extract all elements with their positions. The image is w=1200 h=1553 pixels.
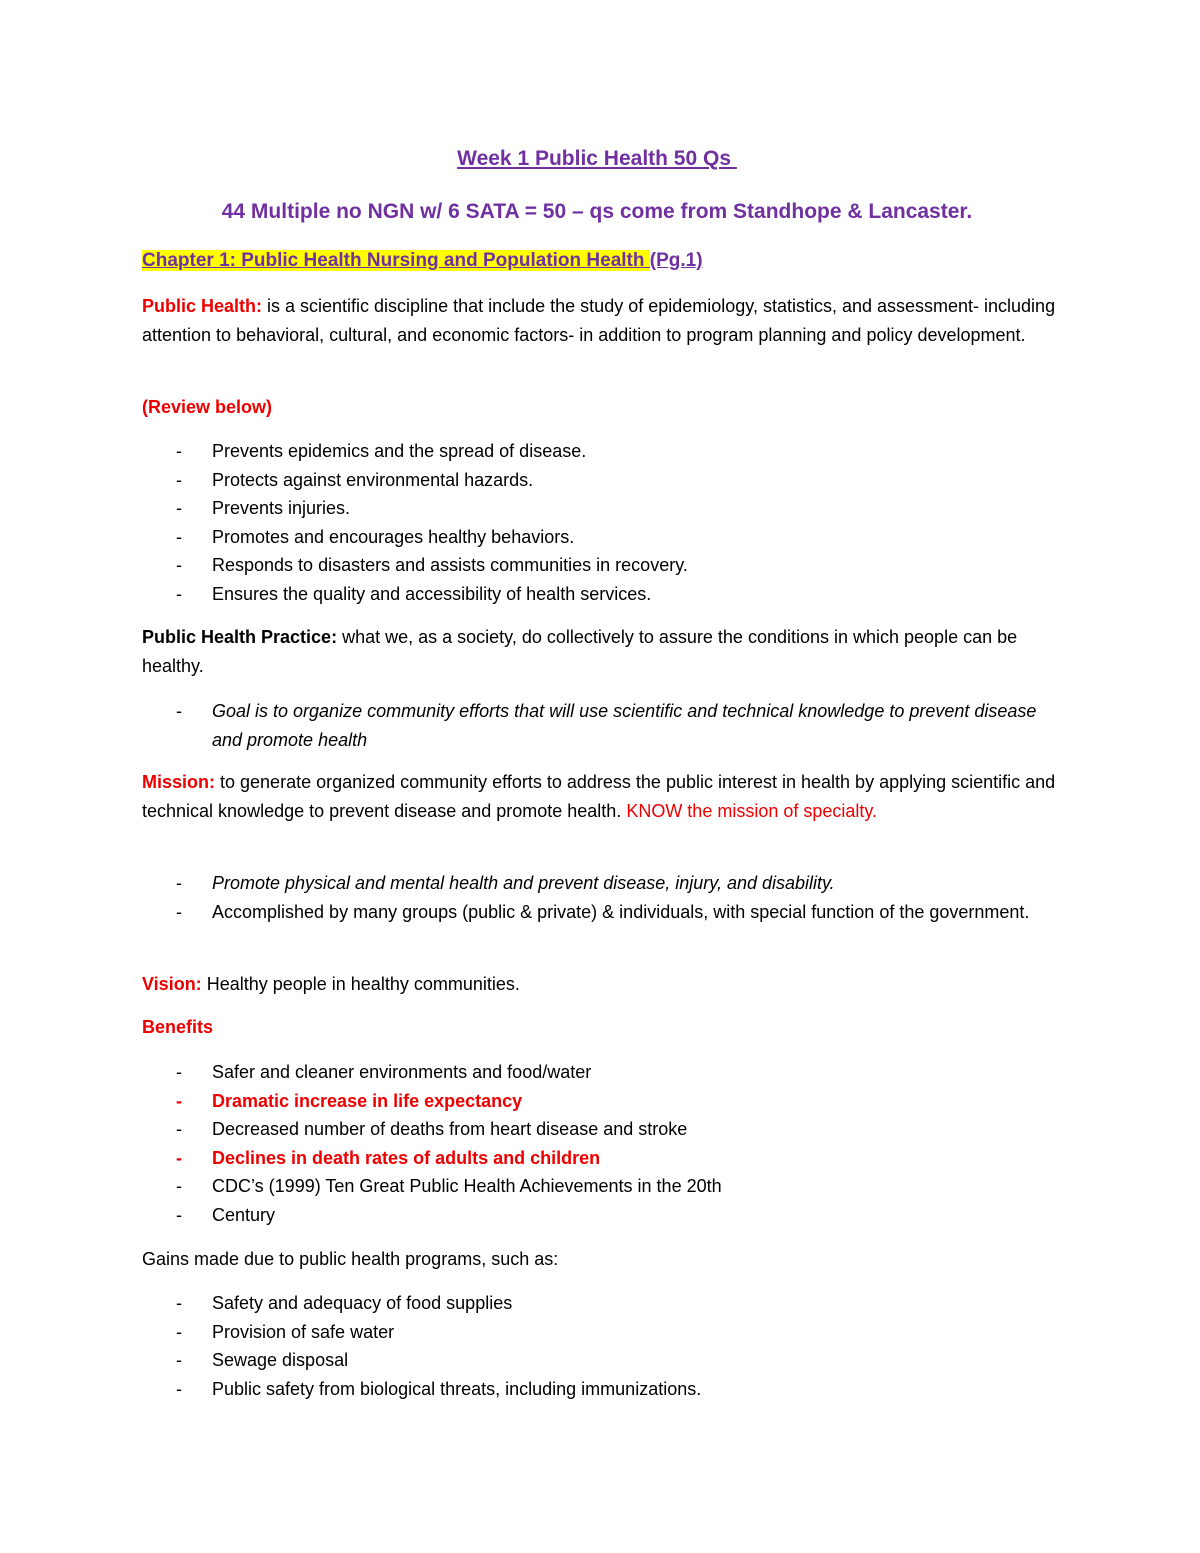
- dash-marker: -: [176, 1090, 182, 1111]
- dash-marker: -: [176, 1293, 182, 1313]
- document-page: [142, 0, 1062, 1553]
- dash-marker: -: [176, 1147, 182, 1168]
- list-item: - Goal is to organize community efforts that will use scientific and technical knowledge to prevent disease and promote health: [142, 697, 1052, 754]
- document-title: Week 1 Public Health 50 Qs: [457, 147, 737, 170]
- review-list: [142, 437, 1052, 608]
- vision-definition: [142, 970, 1057, 999]
- benefits-heading: Benefits: [142, 1017, 214, 1037]
- mission-definition: [142, 768, 1057, 825]
- dash-marker: -: [176, 441, 182, 461]
- practice-definition: [142, 623, 1057, 680]
- list-item: - Responds to disasters and assists communities in recovery.: [142, 551, 1052, 580]
- list-item: - Ensures the quality and accessibility of health services.: [142, 580, 1052, 609]
- list-item: - Decreased number of deaths from heart disease and stroke: [142, 1115, 1052, 1144]
- gains-intro: Gains made due to public health programs, such as:: [142, 1249, 559, 1269]
- list-item: - Prevents injuries.: [142, 494, 1052, 523]
- dash-marker: -: [176, 901, 182, 922]
- list-item: - Prevents epidemics and the spread of disease.: [142, 437, 1052, 466]
- dash-marker: -: [176, 1204, 182, 1225]
- mission-text: to generate organized community efforts to address the public interest in health by applying scientific and technical knowledge to prevent disease and promote health.: [142, 772, 1056, 821]
- list-item: - Safer and cleaner environments and food/water: [142, 1058, 1052, 1087]
- chapter-heading: [142, 247, 703, 276]
- benefits-list: [142, 1058, 1052, 1229]
- list-item: - Dramatic increase in life expectancy: [142, 1087, 1052, 1116]
- vision-term: Vision:: [142, 974, 202, 994]
- list-item: - CDC’s (1999) Ten Great Public Health Achievements in the 20th: [142, 1172, 1052, 1201]
- dash-marker: -: [176, 1378, 182, 1399]
- vision-text: Healthy people in healthy communities.: [201, 974, 520, 994]
- public-health-term: Public Health:: [142, 296, 263, 316]
- dash-marker: -: [176, 583, 182, 604]
- list-item: - Sewage disposal: [142, 1346, 1052, 1375]
- dash-marker: -: [176, 1176, 182, 1196]
- dash-marker: -: [176, 469, 182, 490]
- practice-text: what we, as a society, do collectively to assure the conditions in which people can be healthy.: [142, 627, 1018, 676]
- dash-marker: -: [176, 526, 182, 547]
- dash-marker: -: [176, 873, 182, 893]
- list-item: - Century: [142, 1201, 1052, 1230]
- public-health-text: is a scientific discipline that include the study of epidemiology, statistics, and assessment- including attention to behavioral, cultural, and economic factors- in addition to program planning and policy development.: [142, 296, 1056, 345]
- dash-marker: -: [176, 1321, 182, 1342]
- mission-note: KNOW the mission of specialty.: [626, 800, 878, 821]
- chapter-page-ref: (Pg.1): [649, 250, 703, 271]
- list-item: - Safety and adequacy of food supplies: [142, 1289, 1052, 1318]
- dash-marker: -: [176, 1350, 182, 1370]
- gains-list: [142, 1289, 1052, 1403]
- list-item: - Provision of safe water: [142, 1318, 1052, 1347]
- public-health-definition: [142, 292, 1057, 349]
- list-item: - Protects against environmental hazards.: [142, 466, 1052, 495]
- practice-list: [142, 697, 1052, 754]
- mission-term: Mission:: [142, 772, 216, 792]
- list-item: - Public safety from biological threats, including immunizations.: [142, 1375, 1052, 1404]
- list-item: - Promote physical and mental health and prevent disease, injury, and disability.: [142, 869, 1052, 898]
- dash-marker: -: [176, 1119, 182, 1139]
- list-item: - Accomplished by many groups (public & private) & individuals, with special function of the government.: [142, 898, 1052, 927]
- chapter-title-highlighted: Chapter 1: Public Health Nursing and Population Health: [142, 250, 650, 271]
- dash-marker: -: [176, 1062, 182, 1082]
- review-heading: (Review below): [142, 397, 273, 417]
- document-subtitle: 44 Multiple no NGN w/ 6 SATA = 50 – qs come from Standhope & Lancaster.: [221, 200, 973, 223]
- mission-list: [142, 869, 1052, 926]
- list-item: - Promotes and encourages healthy behaviors.: [142, 523, 1052, 552]
- practice-term: Public Health Practice:: [142, 627, 338, 647]
- list-item: - Declines in death rates of adults and children: [142, 1144, 1052, 1173]
- dash-marker: -: [176, 498, 182, 518]
- dash-marker: -: [176, 555, 182, 575]
- dash-marker: -: [176, 701, 182, 721]
